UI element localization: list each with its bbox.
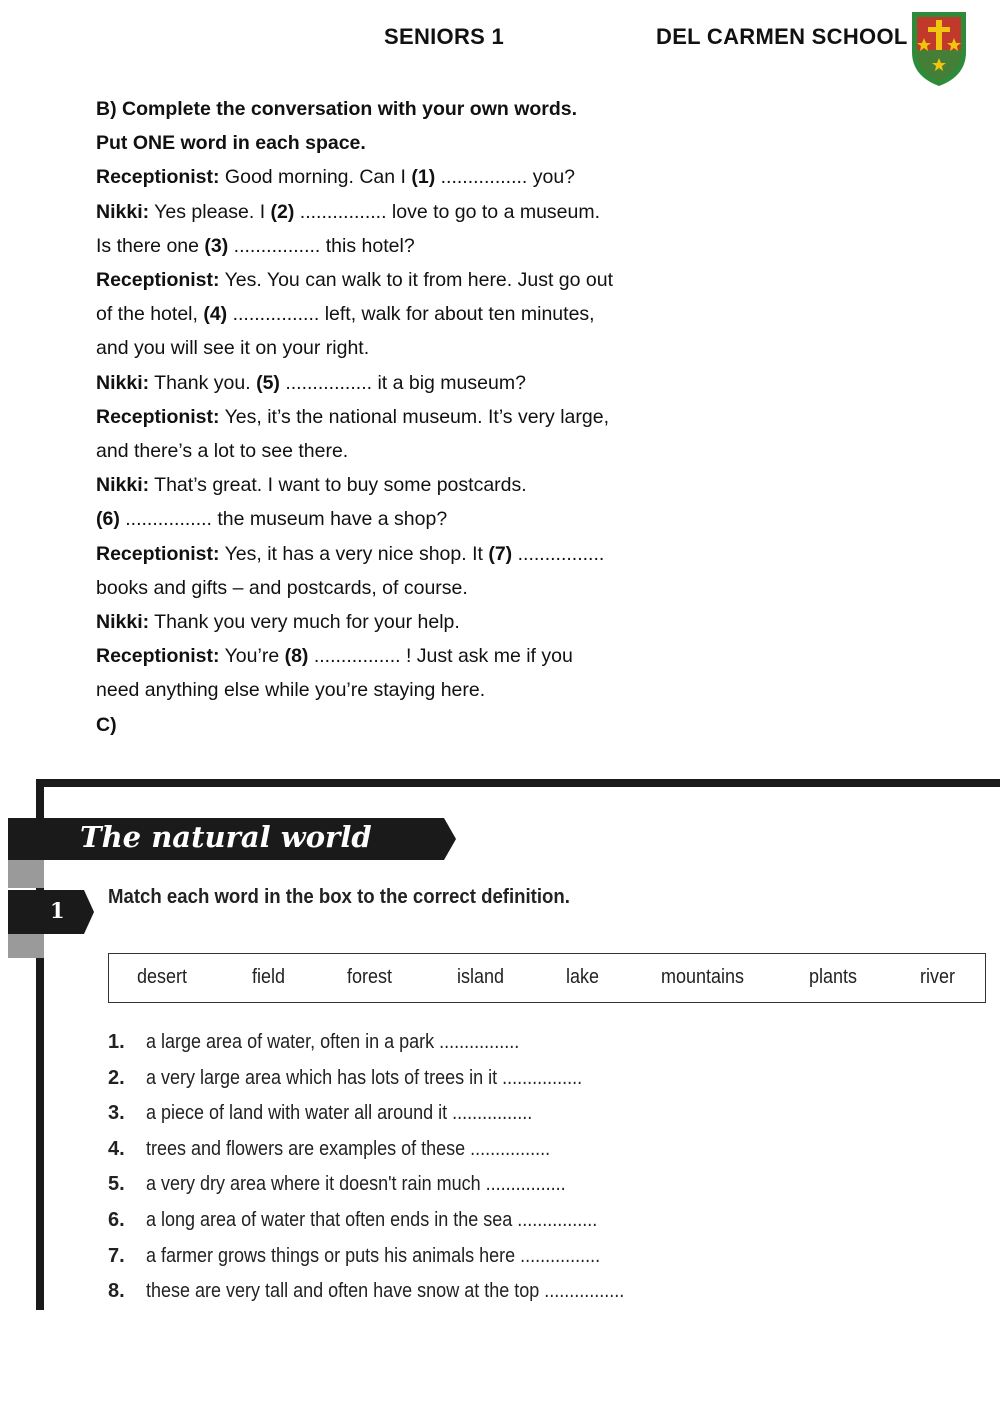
definition-item: [108, 1061, 808, 1097]
blank-and-text[interactable]: ................ ! Just ask me if you: [308, 645, 573, 668]
line-text: You’re: [219, 645, 285, 668]
word-plants: plants: [809, 966, 858, 988]
definition-text[interactable]: a large area of water, often in a park ................: [146, 1031, 520, 1053]
line-text: and you will see it on your right.: [96, 337, 370, 360]
line-text: Thank you very much for your help.: [149, 611, 460, 634]
conversation-exercise: [96, 92, 716, 742]
blank-and-text[interactable]: ................ the museum have a shop?: [119, 508, 448, 531]
line-text: Yes. You can walk to it from here. Just go out: [219, 269, 614, 292]
conversation-line: [96, 195, 716, 229]
blank-and-text[interactable]: ................ love to go to a museum.: [294, 200, 601, 223]
section-title: The natural world: [80, 820, 372, 854]
line-text: of the hotel,: [96, 303, 204, 326]
blank-number: (4): [203, 303, 228, 326]
definition-number: 7.: [108, 1244, 125, 1267]
speaker-name: Receptionist:: [96, 405, 220, 428]
word-desert: desert: [137, 966, 188, 988]
blank-and-text[interactable]: ................ left, walk for about ten minutes,: [227, 303, 595, 326]
blank-number: (1): [411, 166, 436, 189]
line-text: Is there one: [96, 234, 205, 257]
conversation-line: [96, 468, 716, 502]
conversation-line: [96, 639, 716, 673]
definition-item: [108, 1239, 808, 1275]
conversation-line: [96, 605, 716, 639]
conversation-line: [96, 297, 716, 331]
conversation-line: [96, 229, 716, 263]
conversation-line: [96, 366, 716, 400]
definition-text[interactable]: a piece of land with water all around it ................: [146, 1102, 533, 1125]
definition-item: [108, 1203, 808, 1239]
line-text: That’s great. I want to buy some postcards.: [149, 474, 527, 497]
definition-number: 2.: [108, 1066, 125, 1089]
speaker-name: Nikki:: [96, 371, 150, 394]
line-text: and there’s a lot to see there.: [96, 440, 349, 463]
line-text: need anything else while you’re staying here.: [96, 679, 486, 702]
speaker-name: Receptionist:: [96, 645, 220, 668]
speaker-name: Nikki:: [96, 611, 150, 634]
definition-text[interactable]: a long area of water that often ends in the sea ................: [146, 1208, 598, 1231]
definition-text[interactable]: a very dry area where it doesn't rain much ................: [146, 1173, 566, 1196]
definition-number: 3.: [108, 1102, 125, 1125]
definition-item: [108, 1167, 808, 1203]
blank-and-text[interactable]: ................ you?: [435, 166, 576, 189]
banner-shadow: [8, 858, 44, 888]
line-text: Good morning. Can I: [219, 166, 412, 189]
definition-number: 5.: [108, 1173, 125, 1196]
conversation-line: [96, 571, 716, 605]
exercise-number: 1: [50, 898, 65, 923]
definition-number: 8.: [108, 1280, 125, 1303]
word-lake: lake: [566, 966, 600, 988]
speaker-name: Receptionist:: [96, 269, 220, 292]
exercise-instruction: Match each word in the box to the correct definition.: [108, 886, 570, 908]
word-mountains: mountains: [661, 966, 745, 988]
blank-number: (6): [96, 508, 120, 531]
blank-number: (5): [256, 371, 280, 394]
line-text: Yes, it has a very nice shop. It: [219, 542, 489, 565]
definition-text[interactable]: these are very tall and often have snow at the top ................: [146, 1280, 625, 1303]
word-river: river: [920, 966, 956, 988]
definition-text[interactable]: trees and flowers are examples of these ................: [146, 1137, 551, 1160]
conversation-line: [96, 400, 716, 434]
definition-item: [108, 1096, 808, 1132]
school-crest-icon: [908, 6, 970, 88]
speaker-name: Receptionist:: [96, 542, 220, 565]
conversation-lines: [96, 160, 716, 707]
school-name: DEL CARMEN SCHOOL: [656, 24, 908, 49]
conversation-line: [96, 160, 716, 194]
conversation-line: [96, 537, 716, 571]
level-heading: SENIORS 1: [384, 24, 505, 49]
line-text: Thank you.: [149, 371, 257, 394]
section-c-label: C): [96, 713, 117, 736]
speaker-name: Nikki:: [96, 474, 150, 497]
conversation-line: [96, 502, 716, 536]
blank-and-text[interactable]: ................ it a big museum?: [279, 371, 526, 394]
conversation-line: [96, 434, 716, 468]
definition-number: 4.: [108, 1137, 125, 1160]
blank-and-text[interactable]: ................: [512, 542, 605, 565]
line-text: books and gifts – and postcards, of course.: [96, 576, 468, 599]
section-b-subtitle: Put ONE word in each space.: [96, 132, 366, 155]
definition-text[interactable]: a very large area which has lots of trees in it ................: [146, 1066, 583, 1089]
speaker-name: Nikki:: [96, 200, 150, 223]
line-text: Yes please. I: [149, 200, 271, 223]
blank-and-text[interactable]: ................ this hotel?: [228, 234, 415, 257]
definition-item: [108, 1025, 808, 1061]
word-field: field: [252, 966, 286, 988]
definition-item: [108, 1132, 808, 1168]
conversation-line: [96, 263, 716, 297]
conversation-line: [96, 331, 716, 365]
definition-number: 6.: [108, 1208, 125, 1231]
blank-number: (8): [284, 645, 309, 668]
conversation-line: [96, 673, 716, 707]
line-text: Yes, it’s the national museum. It’s very large,: [219, 405, 610, 428]
word-island: island: [457, 966, 505, 988]
blank-number: (2): [270, 200, 295, 223]
top-rule: [36, 779, 1000, 787]
definition-list: [108, 1025, 808, 1310]
section-b-title: B) Complete the conversation with your own words.: [96, 98, 578, 120]
blank-number: (7): [488, 542, 513, 565]
definition-item: [108, 1274, 808, 1310]
definition-number: 1.: [108, 1031, 125, 1053]
definition-text[interactable]: a farmer grows things or puts his animals here ................: [146, 1244, 601, 1267]
tag-shadow: [8, 932, 44, 958]
word-forest: forest: [347, 966, 393, 988]
blank-number: (3): [204, 234, 229, 257]
speaker-name: Receptionist:: [96, 166, 220, 189]
